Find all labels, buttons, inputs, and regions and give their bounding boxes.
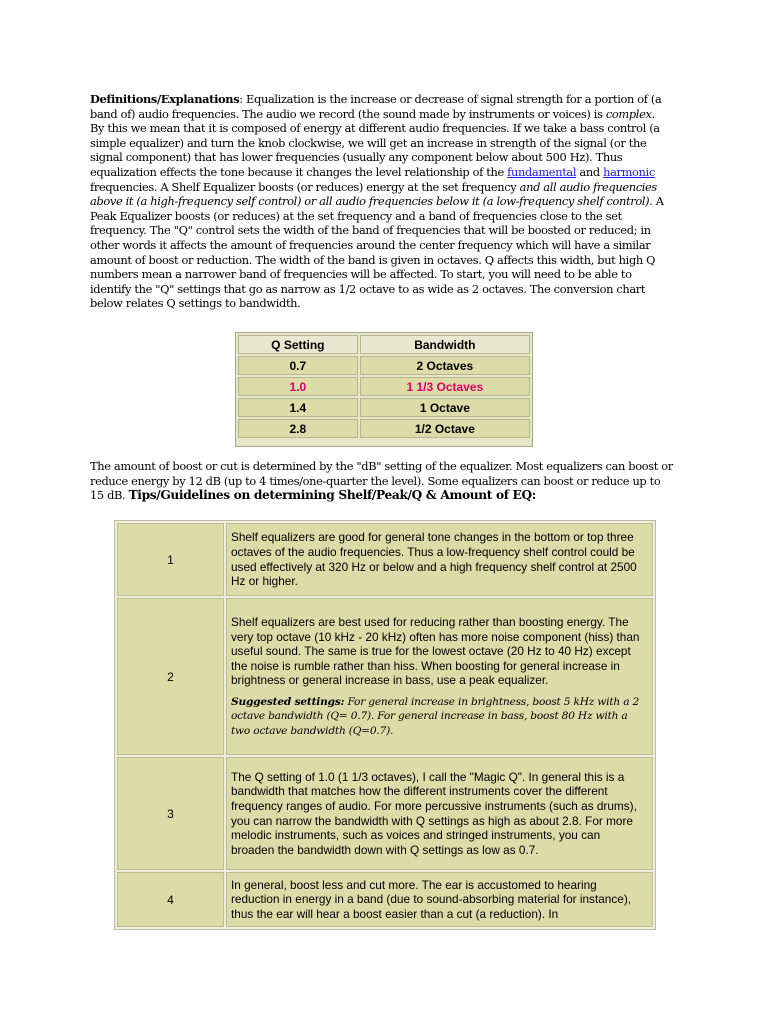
shelf-italic-text: and all audio frequencies above it (a high-frequency self control) or all audio frequencies below it (a low-frequency shelf control) bbox=[90, 179, 657, 209]
q-value: 2.8 bbox=[238, 419, 358, 438]
bandwidth-value: 1/2 Octave bbox=[360, 419, 530, 438]
q-bandwidth-table bbox=[235, 332, 533, 447]
bandwidth-header: Bandwidth bbox=[360, 335, 530, 354]
tip-number: 1 bbox=[117, 523, 224, 596]
tip-text: Shelf equalizers are best used for reducing rather than boosting energy. The very top octave (10 kHz - 20 kHz) often has more noise component (hiss) than useful sound. The same is true for the lowest octave (20 Hz to 40 Hz) except the noise is rumble rather than hiss. When boosting for general increase in brightness or general increase in bass, use a peak equalizer. bbox=[231, 614, 640, 688]
tip-row bbox=[117, 757, 653, 870]
q-table-row bbox=[238, 419, 530, 438]
q-table-row bbox=[238, 356, 530, 375]
boost-cut-text: The amount of boost or cut is determined by the "dB" setting of the equalizer. Most equalizers can boost or reduce energy by 12 dB (up to 4 times/one-quarter the level). Some equalizers can boost or reduce up to 15 dB. bbox=[90, 459, 673, 503]
bandwidth-value: 1 1/3 Octaves bbox=[360, 377, 530, 396]
q-table-row bbox=[238, 398, 530, 417]
bandwidth-value: 2 Octaves bbox=[360, 356, 530, 375]
q-table-row-highlighted bbox=[238, 377, 530, 396]
q-table-header-row bbox=[238, 335, 530, 354]
tip-row bbox=[117, 523, 653, 596]
definitions-heading: Definitions/Explanations bbox=[90, 92, 240, 106]
tip-number: 2 bbox=[117, 598, 224, 755]
intro-text-2: . By this we mean that it is composed of energy at different audio frequencies. If we take a bass control (a simple equalizer) and turn the knob clockwise, we will get an increase in strength of the signal (or the signal component) that has lower frequencies (usually any component below about 500 Hz). Thus equalization effects the tone because it changes the level relationship of the bbox=[90, 106, 660, 179]
fundamental-link[interactable]: fundamental bbox=[507, 164, 577, 179]
tips-table bbox=[114, 520, 656, 930]
intro-text-1: : Equalization is the increase or decrease of signal strength for a portion of (a band of) audio frequencies. The audio we record (the sound made by instruments or voices) is bbox=[90, 92, 662, 121]
suggested-settings bbox=[231, 695, 646, 738]
bandwidth-value: 1 Octave bbox=[360, 398, 530, 417]
tip-text: The Q setting of 1.0 (1 1/3 octaves), I call the "Magic Q". In general this is a bandwidth that matches how the different instruments cover the different frequency ranges of audio. For more percussive instruments (such as drums), you can narrow the bandwidth with Q settings as high as about 2.8. For more melodic instruments, such as voices and stringed instruments, you can broaden the bandwidth down with Q settings as low as 0.7. bbox=[226, 757, 653, 870]
q-setting-header: Q Setting bbox=[238, 335, 358, 354]
tip-row bbox=[117, 598, 653, 755]
and-text: and bbox=[576, 164, 604, 179]
tip-number: 3 bbox=[117, 757, 224, 870]
tip-text: Shelf equalizers are good for general tone changes in the bottom or top three octaves of the audio frequencies. Thus a low-frequency shelf control could be used effectively at 320 Hz or below and a high frequency shelf control at 2500 Hz or higher. bbox=[226, 523, 653, 596]
tip-number: 4 bbox=[117, 872, 224, 927]
tips-heading: Tips/Guidelines on determining Shelf/Peak/Q & Amount of EQ: bbox=[128, 488, 536, 503]
q-value: 1.4 bbox=[238, 398, 358, 417]
complex-term: complex bbox=[605, 106, 652, 121]
intro-text-3: frequencies. A Shelf Equalizer boosts (or reduces) energy at the set frequency bbox=[90, 179, 520, 194]
tip-cell bbox=[226, 598, 653, 755]
q-value: 0.7 bbox=[238, 356, 358, 375]
q-table-empty-row bbox=[238, 440, 530, 444]
harmonic-link[interactable]: harmonic bbox=[603, 164, 655, 179]
intro-paragraph bbox=[90, 92, 670, 311]
boost-cut-paragraph bbox=[90, 459, 675, 503]
intro-text-4: . A Peak Equalizer boosts (or reduces) at the set frequency and a band of frequencies close to the set frequency. The "Q" control sets the width of the band of frequencies that will be boosted or reduced; in other words it affects the amount of frequencies around the center frequency which will have a similar amount of boost or reduction. The width of the band is given in octaves. Q affects this width, but high Q numbers mean a narrower band of frequencies will be affected. To start, you will need to be able to identify the "Q" settings that go as narrow as 1/2 octave to as wide as 2 octaves. The conversion chart below relates Q settings to bandwidth. bbox=[90, 194, 664, 311]
tip-row bbox=[117, 872, 653, 927]
tip-text: In general, boost less and cut more. The ear is accustomed to hearing reduction in energy in a band (due to sound-absorbing material for instance), thus the ear will hear a boost easier than a cut (a reduction). In bbox=[226, 872, 653, 927]
suggested-label: Suggested settings: bbox=[231, 695, 345, 708]
q-value: 1.0 bbox=[238, 377, 358, 396]
suggested-text: For general increase in brightness, boost 5 kHz with a 2 octave bandwidth (Q= 0.7). For general increase in bass, boost 80 Hz with a two octave bandwidth (Q=0.7). bbox=[231, 695, 640, 737]
